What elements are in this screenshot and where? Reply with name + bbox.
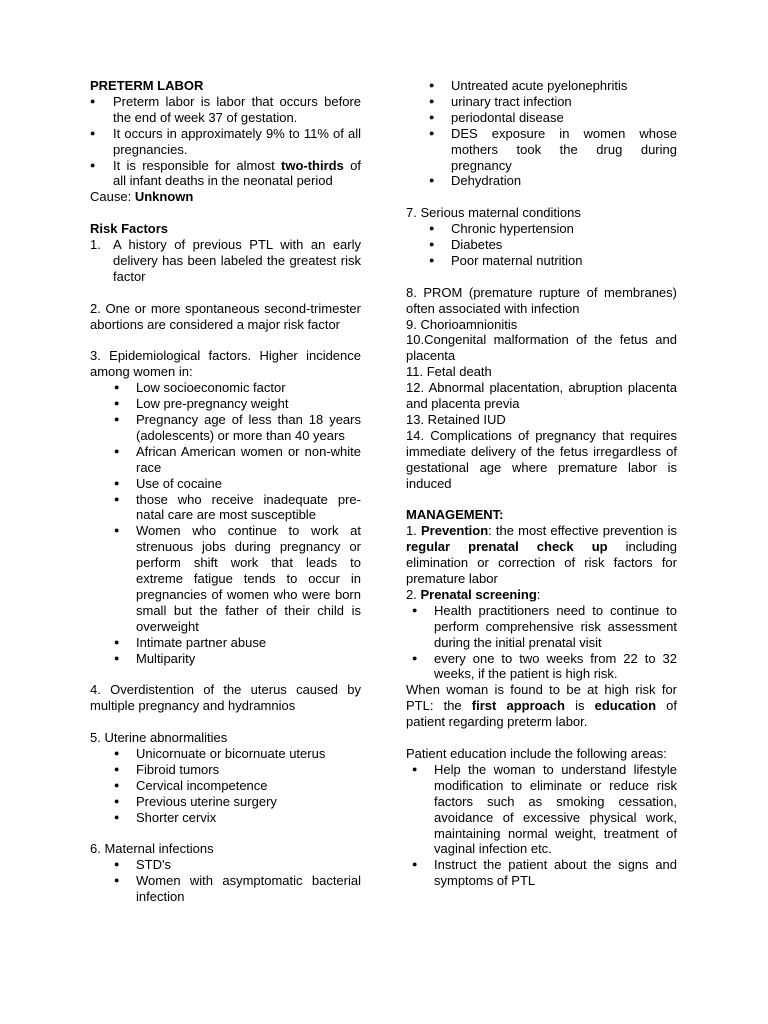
risk-factor-4: 4. Overdistention of the uterus caused by multiple pregnancy and hydramnios bbox=[90, 682, 361, 714]
list-item: ● DES exposure in women whose mothers took the drug during pregnancy bbox=[429, 126, 677, 174]
risk-factor-6-list-continued bbox=[406, 78, 677, 189]
patient-education-intro: Patient education include the following areas: bbox=[406, 746, 667, 761]
list-item: ● Multiparity bbox=[114, 651, 361, 667]
list-item: ● Unicornuate or bicornuate uterus bbox=[114, 746, 361, 762]
left-column bbox=[90, 78, 361, 905]
risk-factors-heading: Risk Factors bbox=[90, 221, 169, 237]
risk-factor-2: 2. One or more spontaneous second-trimester abortions are considered a major risk factor bbox=[90, 300, 361, 332]
list-item: ● Dehydration bbox=[429, 173, 677, 189]
management-heading: MANAGEMENT: bbox=[406, 507, 504, 523]
list-item: ● Preterm labor is labor that occurs before the end of week 37 of gestation. bbox=[90, 94, 361, 126]
list-item: ● It occurs in approximately 9% to 11% of all pregnancies. bbox=[90, 126, 361, 158]
risk-factor-9: 9. Chorioamnionitis bbox=[406, 316, 518, 332]
list-item: ● Health practitioners need to continue to perform comprehensive risk assessment during the initial prenatal visit bbox=[412, 603, 677, 651]
list-item: ● Low socioeconomic factor bbox=[114, 380, 361, 396]
list-item: ● Women with asymptomatic bacterial infection bbox=[114, 873, 361, 905]
risk-factor-12: 12. Abnormal placentation, abruption placenta and placenta previa bbox=[406, 380, 677, 412]
list-item: ● Untreated acute pyelonephritis bbox=[429, 78, 677, 94]
risk-factor-13: 13. Retained IUD bbox=[406, 412, 506, 427]
list-item: ● Fibroid tumors bbox=[114, 762, 361, 778]
list-item: ● every one to two weeks from 22 to 32 weeks, if the patient is high risk. bbox=[412, 651, 677, 683]
list-item: ● Pregnancy age of less than 18 years (adolescents) or more than 40 years bbox=[114, 412, 361, 444]
list-item: ● African American women or non-white race bbox=[114, 444, 361, 476]
risk-factor-3-list bbox=[90, 380, 361, 666]
list-item: ● STD's bbox=[114, 857, 361, 873]
risk-factor-7: 7. Serious maternal conditions bbox=[406, 205, 581, 221]
cause-line: Cause: Unknown bbox=[90, 189, 194, 205]
screening-list bbox=[406, 603, 677, 683]
right-column bbox=[406, 78, 677, 889]
risk-factor-3: 3. Epidemiological factors. Higher incidence among women in: bbox=[90, 348, 361, 380]
list-item: ● It is responsible for almost two-thirds of all infant deaths in the neonatal period bbox=[90, 158, 361, 190]
list-item: ● Help the woman to understand lifestyle modification to eliminate or reduce risk factors such as smoking cessation, avoidance of excessive physical work, maintaining normal weight, treatment of vaginal infection etc. bbox=[412, 762, 677, 857]
list-item: ● Intimate partner abuse bbox=[114, 635, 361, 651]
list-item: ● Instruct the patient about the signs and symptoms of PTL bbox=[412, 857, 677, 889]
list-item: ● those who receive inadequate pre-natal care are most susceptible bbox=[114, 492, 361, 524]
risk-factor-5-list bbox=[90, 746, 361, 826]
risk-factor-7-list bbox=[406, 221, 677, 269]
risk-factor-8: 8. PROM (premature rupture of membranes) often associated with infection bbox=[406, 284, 677, 316]
management-screening: 2. Prenatal screening: bbox=[406, 586, 541, 602]
risk-factor-5: 5. Uterine abnormalities bbox=[90, 730, 228, 746]
intro-bullet-list bbox=[90, 94, 361, 189]
risk-factor-11: 11. Fetal death bbox=[406, 364, 492, 380]
list-item: ● urinary tract infection bbox=[429, 94, 677, 110]
risk-factor-14: 14. Complications of pregnancy that requires immediate delivery of the fetus irregardless of gestational age where premature labor is induced bbox=[406, 427, 677, 491]
list-item: ● periodontal disease bbox=[429, 110, 677, 126]
risk-factor-6-list bbox=[90, 857, 361, 905]
list-item: ● Chronic hypertension bbox=[429, 221, 677, 237]
list-item: ● Diabetes bbox=[429, 237, 677, 253]
page-title: PRETERM LABOR bbox=[90, 78, 204, 93]
list-item: ● Poor maternal nutrition bbox=[429, 253, 677, 269]
risk-factor-1: 1. A history of previous PTL with an early delivery has been labeled the greatest risk factor bbox=[90, 237, 361, 284]
high-risk-paragraph: When woman is found to be at high risk for PTL: the first approach is education of patient regarding preterm labor. bbox=[406, 682, 677, 730]
list-item: ● Shorter cervix bbox=[114, 810, 361, 826]
risk-factor-10: 10.Congenital malformation of the fetus and placenta bbox=[406, 332, 677, 364]
list-item: ● Use of cocaine bbox=[114, 476, 361, 492]
list-item: ● Cervical incompetence bbox=[114, 778, 361, 794]
list-item: ● Women who continue to work at strenuous jobs during pregnancy or perform shift work that leads to extreme fatigue tends to occur in pregnancies of women who were born small but the father of their child is overweight bbox=[114, 523, 361, 634]
patient-education-list bbox=[406, 762, 677, 889]
list-item: ● Previous uterine surgery bbox=[114, 794, 361, 810]
management-prevention: 1. Prevention: the most effective prevention is regular prenatal check up including elimination or correction of risk factors for premature labor bbox=[406, 523, 677, 587]
risk-factor-6: 6. Maternal infections bbox=[90, 841, 214, 857]
list-item: ● Low pre-pregnancy weight bbox=[114, 396, 361, 412]
